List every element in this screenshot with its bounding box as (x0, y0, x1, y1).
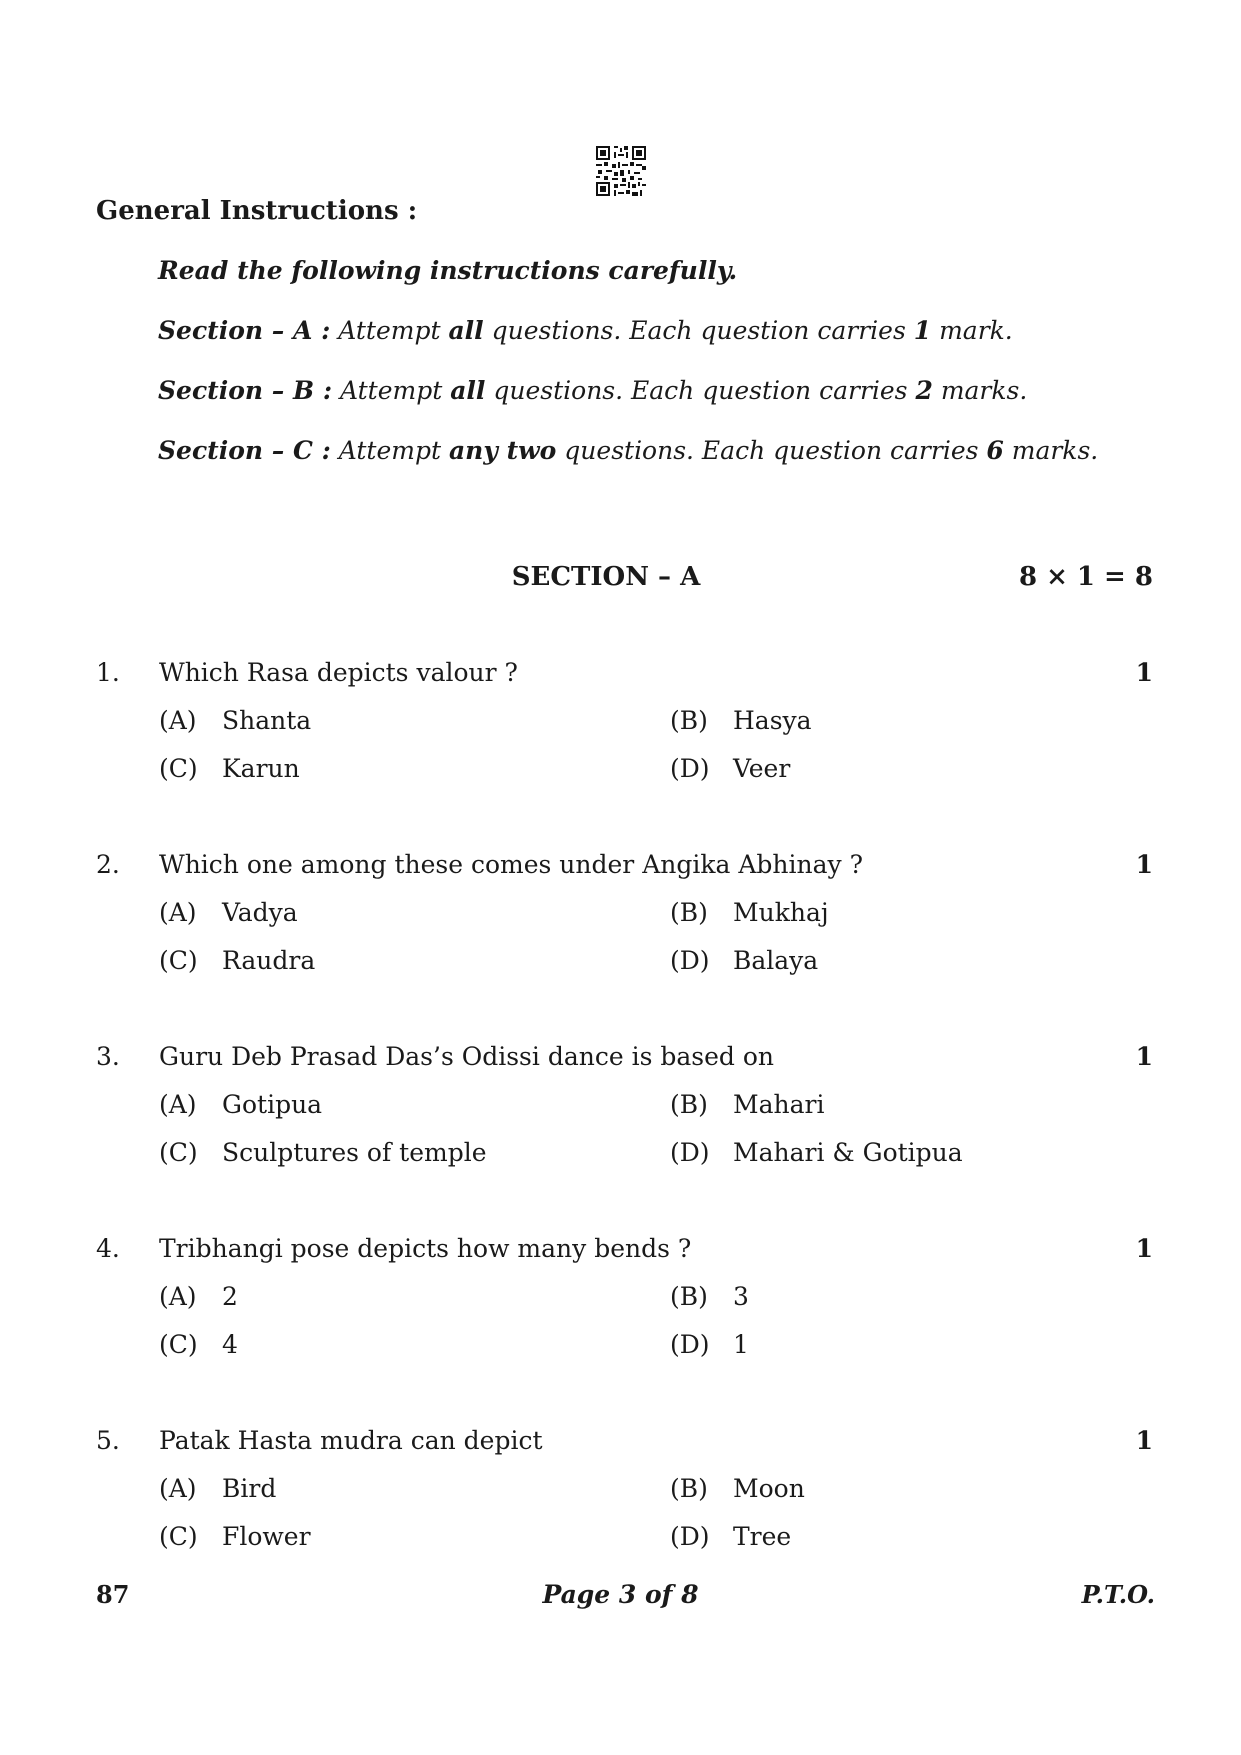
option-text: Tree (733, 1522, 792, 1551)
option-label: (C) (159, 1330, 198, 1359)
option-text: Vadya (222, 898, 298, 927)
instruction-text: questions. Each question carries (485, 376, 916, 405)
option-d (670, 1522, 791, 1551)
option-label: (A) (159, 1090, 197, 1119)
option-label: (A) (159, 706, 197, 735)
question-mark: 1 (1135, 1042, 1153, 1071)
option-c (159, 1522, 311, 1551)
option-text: Gotipua (222, 1090, 323, 1119)
instruction-section-a (158, 316, 1013, 345)
option-text: 2 (222, 1282, 238, 1311)
option-b (670, 898, 829, 927)
page-number: Page 3 of 8 (542, 1580, 699, 1609)
option-label: (A) (159, 1474, 197, 1503)
instruction-text: marks. (1003, 436, 1099, 465)
option-b (670, 1090, 824, 1119)
option-b (670, 706, 812, 735)
question-number: 3. (96, 1042, 120, 1071)
option-label: (D) (670, 946, 710, 975)
question-text: Patak Hasta mudra can depict (159, 1426, 543, 1455)
option-label: (A) (159, 898, 197, 927)
option-label: (C) (159, 946, 198, 975)
instruction-label: Section – C : (158, 436, 331, 465)
option-text: Balaya (733, 946, 819, 975)
option-a (159, 1474, 276, 1503)
option-c (159, 1330, 238, 1359)
qr-code-icon (596, 146, 646, 196)
question-mark: 1 (1135, 658, 1153, 687)
read-instructions-line: Read the following instructions carefully. (158, 256, 738, 285)
option-text: Hasya (733, 706, 812, 735)
option-label: (C) (159, 1138, 198, 1167)
paper-code: 87 (96, 1580, 130, 1609)
option-c (159, 754, 300, 783)
instruction-emphasis: any two (448, 436, 557, 465)
instruction-text: Attempt (330, 316, 449, 345)
instruction-text: questions. Each question carries (483, 316, 914, 345)
instruction-emphasis: all (448, 316, 484, 345)
instruction-section-b (158, 376, 1027, 405)
option-text: Veer (733, 754, 791, 783)
option-a (159, 1282, 238, 1311)
option-text: Shanta (222, 706, 312, 735)
option-text: Mukhaj (733, 898, 829, 927)
question-mark: 1 (1135, 1426, 1153, 1455)
option-text: Mahari (733, 1090, 825, 1119)
option-a (159, 706, 311, 735)
option-label: (C) (159, 1522, 198, 1551)
question-number: 2. (96, 850, 120, 879)
option-text: Mahari & Gotipua (733, 1138, 963, 1167)
option-label: (B) (670, 1090, 708, 1119)
option-label: (C) (159, 754, 198, 783)
option-text: Raudra (222, 946, 316, 975)
option-b (670, 1474, 805, 1503)
question-mark: 1 (1135, 1234, 1153, 1263)
question-mark: 1 (1135, 850, 1153, 879)
instruction-label: Section – B : (158, 376, 333, 405)
instruction-text: Attempt (330, 436, 449, 465)
question-text: Which Rasa depicts valour ? (159, 658, 518, 687)
option-d (670, 1138, 963, 1167)
option-label: (B) (670, 1282, 708, 1311)
option-text: Moon (733, 1474, 805, 1503)
instruction-mark-count: 1 (913, 316, 932, 345)
general-instructions-title: General Instructions : (96, 196, 418, 226)
question-number: 4. (96, 1234, 120, 1263)
option-c (159, 946, 315, 975)
option-text: Bird (222, 1474, 277, 1503)
instruction-text: marks. (932, 376, 1028, 405)
option-label: (D) (670, 1138, 710, 1167)
question-text: Which one among these comes under Angika Abhinay ? (159, 850, 863, 879)
option-label: (D) (670, 1330, 710, 1359)
instruction-label: Section – A : (158, 316, 331, 345)
option-text: Flower (222, 1522, 311, 1551)
instruction-section-c (158, 436, 1098, 465)
option-text: Karun (222, 754, 300, 783)
question-text: Tribhangi pose depicts how many bends ? (159, 1234, 692, 1263)
option-label: (D) (670, 754, 710, 783)
option-label: (B) (670, 1474, 708, 1503)
pto-label: P.T.O. (1081, 1580, 1155, 1609)
section-marks: 8 × 1 = 8 (1018, 562, 1153, 592)
option-d (670, 1330, 749, 1359)
question-text: Guru Deb Prasad Das’s Odissi dance is based on (159, 1042, 774, 1071)
instruction-text: mark. (931, 316, 1013, 345)
option-a (159, 898, 298, 927)
option-d (670, 946, 818, 975)
option-b (670, 1282, 749, 1311)
instruction-mark-count: 6 (986, 436, 1004, 465)
question-number: 1. (96, 658, 120, 687)
option-text: Sculptures of temple (222, 1138, 487, 1167)
section-title: SECTION – A (511, 562, 701, 592)
option-c (159, 1138, 487, 1167)
option-text: 4 (222, 1330, 238, 1359)
question-number: 5. (96, 1426, 120, 1455)
option-text: 3 (733, 1282, 749, 1311)
instruction-emphasis: all (450, 376, 486, 405)
instruction-mark-count: 2 (915, 376, 933, 405)
instruction-text: Attempt (332, 376, 451, 405)
option-d (670, 754, 790, 783)
instruction-text: questions. Each question carries (556, 436, 987, 465)
option-label: (B) (670, 706, 708, 735)
option-a (159, 1090, 322, 1119)
option-label: (B) (670, 898, 708, 927)
option-text: 1 (733, 1330, 749, 1359)
option-label: (D) (670, 1522, 710, 1551)
option-label: (A) (159, 1282, 197, 1311)
